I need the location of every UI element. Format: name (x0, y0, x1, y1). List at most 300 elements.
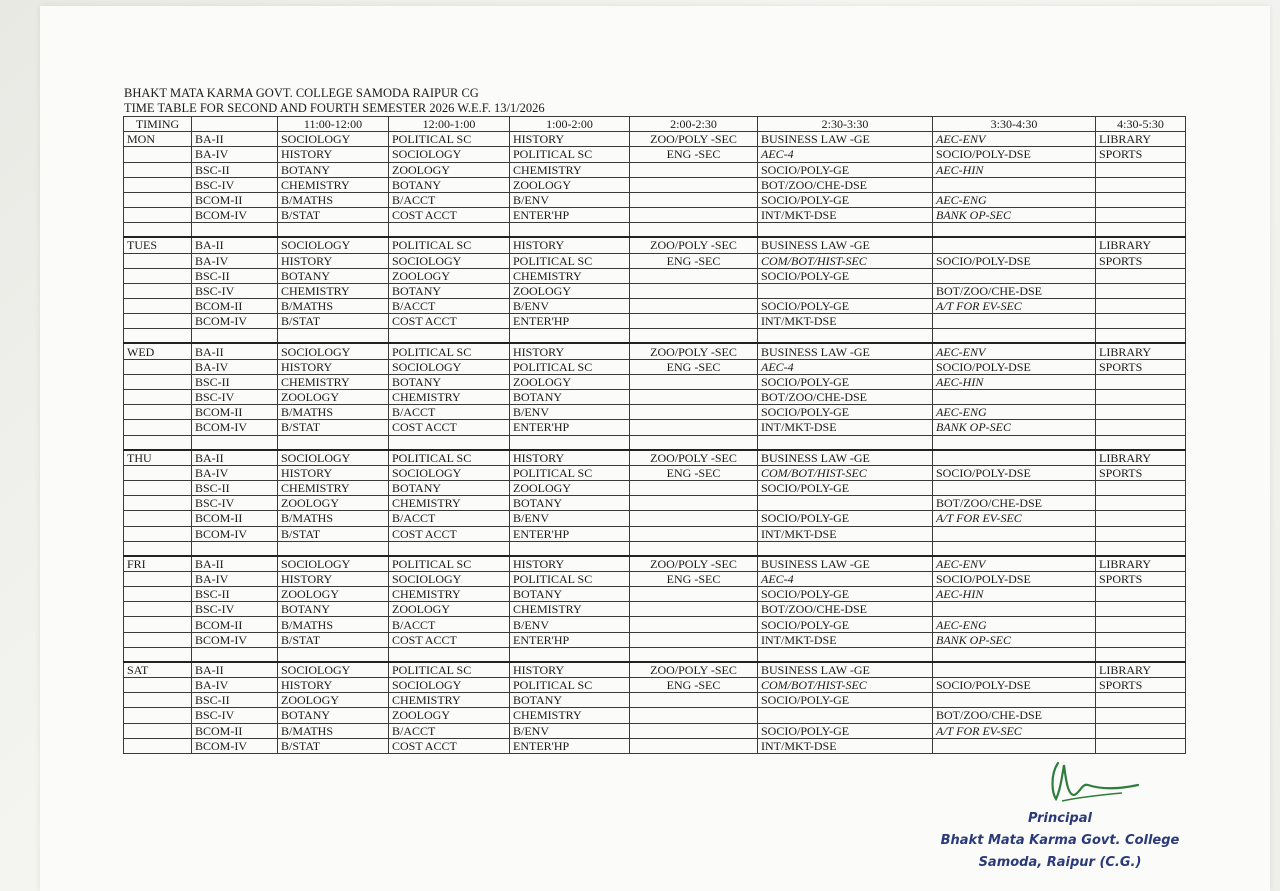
subject-cell: B/STAT (278, 420, 389, 435)
day-cell: TUES (124, 237, 192, 253)
header-cell: 3:30-4:30 (933, 117, 1096, 132)
subject-cell: BOTANY (389, 374, 510, 389)
subject-cell: BOTANY (278, 708, 389, 723)
subject-cell (933, 693, 1096, 708)
empty-cell (1096, 223, 1186, 238)
table-row (124, 617, 1186, 632)
day-cell (124, 390, 192, 405)
class-cell: BSC-IV (192, 390, 278, 405)
subject-cell: BUSINESS LAW -GE (758, 450, 933, 466)
subject-cell: ENTER'HP (510, 632, 630, 647)
subject-cell: SOCIO/POLY-DSE (933, 359, 1096, 374)
subject-cell: CHEMISTRY (278, 283, 389, 298)
subject-cell: POLITICAL SC (510, 571, 630, 586)
subject-cell: POLITICAL SC (510, 253, 630, 268)
subject-cell: BOT/ZOO/CHE-DSE (933, 283, 1096, 298)
subject-cell (758, 708, 933, 723)
stamp-title: Principal (1028, 811, 1092, 826)
subject-cell: LIBRARY (1096, 662, 1186, 678)
subject-cell: INT/MKT-DSE (758, 420, 933, 435)
document-header (124, 86, 545, 116)
subject-cell: BANK OP-SEC (933, 420, 1096, 435)
subject-cell: ENG -SEC (630, 465, 758, 480)
empty-cell (758, 329, 933, 344)
subject-cell: ENG -SEC (630, 571, 758, 586)
empty-cell (278, 223, 389, 238)
subject-cell: ZOO/POLY -SEC (630, 556, 758, 572)
subject-cell (1096, 496, 1186, 511)
subject-cell (933, 480, 1096, 495)
subject-cell: A/T FOR EV-SEC (933, 511, 1096, 526)
subject-cell: ENTER'HP (510, 738, 630, 753)
subject-cell: AEC-4 (758, 147, 933, 162)
subject-cell: SOCIO/POLY-GE (758, 480, 933, 495)
subject-cell (630, 420, 758, 435)
subject-cell (1096, 268, 1186, 283)
day-cell (124, 314, 192, 329)
header-row (124, 117, 1186, 132)
subject-cell: B/ACCT (389, 723, 510, 738)
empty-cell (278, 329, 389, 344)
subject-cell: CHEMISTRY (389, 390, 510, 405)
day-cell (124, 723, 192, 738)
table-row (124, 177, 1186, 192)
subject-cell: A/T FOR EV-SEC (933, 299, 1096, 314)
day-cell: FRI (124, 556, 192, 572)
subject-cell: SOCIO/POLY-DSE (933, 571, 1096, 586)
table-row (124, 314, 1186, 329)
subject-cell (1096, 723, 1186, 738)
principal-stamp (930, 808, 1190, 874)
subject-cell: ZOOLOGY (510, 283, 630, 298)
subject-cell: B/MATHS (278, 192, 389, 207)
table-row (124, 662, 1186, 678)
subject-cell: B/ENV (510, 405, 630, 420)
class-cell: BA-II (192, 556, 278, 572)
class-cell: BCOM-IV (192, 632, 278, 647)
day-cell (124, 526, 192, 541)
subject-cell: POLITICAL SC (510, 678, 630, 693)
subject-cell: ENTER'HP (510, 314, 630, 329)
subject-cell: SOCIOLOGY (389, 253, 510, 268)
empty-cell (933, 541, 1096, 556)
subject-cell: COST ACCT (389, 738, 510, 753)
subject-cell: POLITICAL SC (389, 237, 510, 253)
subject-cell: HISTORY (278, 359, 389, 374)
subject-cell (630, 496, 758, 511)
table-row (124, 708, 1186, 723)
subject-cell (630, 511, 758, 526)
subject-cell: HISTORY (278, 678, 389, 693)
subject-cell: HISTORY (510, 556, 630, 572)
subject-cell: BUSINESS LAW -GE (758, 556, 933, 572)
table-row (124, 602, 1186, 617)
subject-cell: SOCIO/POLY-DSE (933, 147, 1096, 162)
subject-cell: ZOOLOGY (389, 268, 510, 283)
empty-cell (278, 647, 389, 662)
subject-cell: SOCIO/POLY-DSE (933, 253, 1096, 268)
subject-cell: BOTANY (278, 268, 389, 283)
subject-cell (1096, 708, 1186, 723)
subject-cell: B/MATHS (278, 511, 389, 526)
subject-cell: SOCIOLOGY (389, 465, 510, 480)
subject-cell: HISTORY (510, 662, 630, 678)
subject-cell: INT/MKT-DSE (758, 526, 933, 541)
empty-cell (758, 541, 933, 556)
empty-cell (630, 647, 758, 662)
header-cell: 4:30-5:30 (1096, 117, 1186, 132)
table-row (124, 511, 1186, 526)
subject-cell: ZOOLOGY (510, 374, 630, 389)
subject-cell (630, 723, 758, 738)
subject-cell (933, 662, 1096, 678)
subject-cell (630, 177, 758, 192)
subject-cell: SOCIOLOGY (389, 678, 510, 693)
empty-cell (933, 435, 1096, 450)
empty-cell (1096, 435, 1186, 450)
subject-cell: ENG -SEC (630, 147, 758, 162)
table-row (124, 571, 1186, 586)
empty-cell (1096, 329, 1186, 344)
header-cell: 2:00-2:30 (630, 117, 758, 132)
empty-cell (758, 647, 933, 662)
class-cell: BCOM-IV (192, 526, 278, 541)
subject-cell (1096, 314, 1186, 329)
subject-cell: COM/BOT/HIST-SEC (758, 678, 933, 693)
table-row (124, 390, 1186, 405)
empty-cell (510, 647, 630, 662)
timetable-body (124, 132, 1186, 754)
class-cell: BCOM-IV (192, 314, 278, 329)
day-cell (124, 678, 192, 693)
day-cell (124, 177, 192, 192)
empty-cell (1096, 541, 1186, 556)
empty-cell (124, 541, 192, 556)
empty-cell (192, 647, 278, 662)
subject-cell: BOT/ZOO/CHE-DSE (933, 496, 1096, 511)
table-row (124, 465, 1186, 480)
subject-cell (630, 268, 758, 283)
subject-cell: HISTORY (278, 571, 389, 586)
subject-cell (1096, 162, 1186, 177)
day-cell (124, 602, 192, 617)
table-row (124, 359, 1186, 374)
subject-cell: A/T FOR EV-SEC (933, 723, 1096, 738)
subject-cell: AEC-HIN (933, 374, 1096, 389)
empty-cell (1096, 647, 1186, 662)
spacer-row (124, 223, 1186, 238)
subject-cell (1096, 511, 1186, 526)
empty-cell (389, 647, 510, 662)
subject-cell: B/ENV (510, 511, 630, 526)
empty-cell (389, 541, 510, 556)
class-cell: BSC-II (192, 480, 278, 495)
subject-cell: LIBRARY (1096, 132, 1186, 147)
timetable (123, 116, 1186, 754)
class-cell: BCOM-II (192, 511, 278, 526)
subject-cell: AEC-HIN (933, 162, 1096, 177)
subject-cell: POLITICAL SC (389, 132, 510, 147)
subject-cell (933, 314, 1096, 329)
day-cell (124, 253, 192, 268)
subject-cell: AEC-ENG (933, 617, 1096, 632)
table-row (124, 374, 1186, 389)
subject-cell: SOCIO/POLY-GE (758, 723, 933, 738)
table-row (124, 283, 1186, 298)
subject-cell: B/STAT (278, 526, 389, 541)
day-cell (124, 587, 192, 602)
subject-cell (630, 162, 758, 177)
subject-cell (1096, 374, 1186, 389)
subject-cell: AEC-4 (758, 571, 933, 586)
subject-cell: B/STAT (278, 208, 389, 223)
class-cell: BCOM-II (192, 405, 278, 420)
day-cell (124, 208, 192, 223)
subject-cell: SOCIOLOGY (278, 556, 389, 572)
subject-cell (1096, 632, 1186, 647)
subject-cell: SOCIO/POLY-GE (758, 405, 933, 420)
day-cell (124, 268, 192, 283)
class-cell: BSC-II (192, 162, 278, 177)
subject-cell: B/ENV (510, 192, 630, 207)
subject-cell: ZOOLOGY (510, 480, 630, 495)
class-cell: BA-IV (192, 571, 278, 586)
subject-cell: POLITICAL SC (510, 359, 630, 374)
empty-cell (192, 223, 278, 238)
subject-cell: COM/BOT/HIST-SEC (758, 253, 933, 268)
empty-cell (389, 435, 510, 450)
table-row (124, 132, 1186, 147)
subject-cell: SOCIO/POLY-GE (758, 693, 933, 708)
subject-cell: ENG -SEC (630, 253, 758, 268)
class-cell: BA-II (192, 450, 278, 466)
subject-cell: B/MATHS (278, 617, 389, 632)
subject-cell: SOCIO/POLY-GE (758, 511, 933, 526)
subject-cell: ZOOLOGY (389, 708, 510, 723)
empty-cell (510, 541, 630, 556)
subject-cell: BANK OP-SEC (933, 208, 1096, 223)
subject-cell: AEC-ENV (933, 343, 1096, 359)
subject-cell: SOCIO/POLY-GE (758, 268, 933, 283)
subject-cell: AEC-ENG (933, 192, 1096, 207)
subject-cell: BOTANY (389, 283, 510, 298)
subject-cell: B/ACCT (389, 405, 510, 420)
subject-cell: B/ACCT (389, 511, 510, 526)
class-cell: BSC-II (192, 268, 278, 283)
day-cell (124, 632, 192, 647)
header-cell: TIMING (124, 117, 192, 132)
day-cell: WED (124, 343, 192, 359)
table-row (124, 693, 1186, 708)
subject-cell: ZOOLOGY (510, 177, 630, 192)
class-cell: BA-IV (192, 359, 278, 374)
subject-cell: COST ACCT (389, 526, 510, 541)
day-cell (124, 359, 192, 374)
subject-cell: BOTANY (510, 693, 630, 708)
subject-cell: SOCIOLOGY (278, 343, 389, 359)
subject-cell: COST ACCT (389, 632, 510, 647)
table-row (124, 480, 1186, 495)
subject-cell: B/ENV (510, 723, 630, 738)
day-cell (124, 738, 192, 753)
subject-cell (1096, 192, 1186, 207)
subject-cell: ZOOLOGY (389, 602, 510, 617)
empty-cell (758, 223, 933, 238)
subject-cell: LIBRARY (1096, 343, 1186, 359)
header-cell: 12:00-1:00 (389, 117, 510, 132)
subject-cell: CHEMISTRY (510, 268, 630, 283)
stamp-place: Samoda, Raipur (C.G.) (978, 855, 1142, 870)
class-cell: BSC-II (192, 374, 278, 389)
subject-cell (630, 299, 758, 314)
subject-cell (933, 177, 1096, 192)
subject-cell: HISTORY (510, 237, 630, 253)
empty-cell (510, 223, 630, 238)
subject-cell: POLITICAL SC (510, 465, 630, 480)
subject-cell: SOCIO/POLY-DSE (933, 465, 1096, 480)
table-row (124, 678, 1186, 693)
subject-cell (1096, 208, 1186, 223)
subject-cell: BOTANY (278, 602, 389, 617)
subject-cell: CHEMISTRY (510, 708, 630, 723)
subject-cell: POLITICAL SC (389, 556, 510, 572)
class-cell: BSC-II (192, 587, 278, 602)
table-row (124, 237, 1186, 253)
spacer-row (124, 541, 1186, 556)
subject-cell (1096, 617, 1186, 632)
class-cell: BCOM-II (192, 299, 278, 314)
empty-cell (192, 329, 278, 344)
day-cell (124, 283, 192, 298)
class-cell: BA-II (192, 237, 278, 253)
subject-cell: HISTORY (278, 253, 389, 268)
stamp-college: Bhakt Mata Karma Govt. College (940, 833, 1180, 848)
subject-cell: CHEMISTRY (389, 496, 510, 511)
subject-cell (630, 314, 758, 329)
subject-cell: SOCIO/POLY-GE (758, 587, 933, 602)
day-cell (124, 465, 192, 480)
subject-cell (933, 526, 1096, 541)
class-cell: BA-IV (192, 465, 278, 480)
subject-cell: AEC-4 (758, 359, 933, 374)
empty-cell (124, 223, 192, 238)
subject-cell: SOCIO/POLY-DSE (933, 678, 1096, 693)
subject-cell: CHEMISTRY (389, 693, 510, 708)
subject-cell (630, 390, 758, 405)
subject-cell (630, 708, 758, 723)
subject-cell: AEC-ENV (933, 132, 1096, 147)
subject-cell: COM/BOT/HIST-SEC (758, 465, 933, 480)
subject-cell: SOCIOLOGY (389, 571, 510, 586)
empty-cell (124, 329, 192, 344)
subject-cell: BUSINESS LAW -GE (758, 343, 933, 359)
subject-cell: COST ACCT (389, 208, 510, 223)
subject-cell: ZOO/POLY -SEC (630, 132, 758, 147)
subject-cell: SPORTS (1096, 465, 1186, 480)
subject-cell: BUSINESS LAW -GE (758, 132, 933, 147)
day-cell (124, 420, 192, 435)
subject-cell: CHEMISTRY (389, 587, 510, 602)
subject-cell: ZOOLOGY (278, 587, 389, 602)
subject-cell: B/STAT (278, 632, 389, 647)
table-row (124, 208, 1186, 223)
table-row (124, 526, 1186, 541)
subject-cell: ENG -SEC (630, 359, 758, 374)
class-cell: BA-IV (192, 253, 278, 268)
table-row (124, 556, 1186, 572)
table-row (124, 268, 1186, 283)
subject-cell: LIBRARY (1096, 556, 1186, 572)
subject-cell: BOTANY (510, 587, 630, 602)
empty-cell (389, 329, 510, 344)
day-cell (124, 571, 192, 586)
subject-cell: BUSINESS LAW -GE (758, 662, 933, 678)
subject-cell (1096, 602, 1186, 617)
table-row (124, 723, 1186, 738)
class-cell: BSC-IV (192, 283, 278, 298)
subject-cell (630, 617, 758, 632)
empty-cell (933, 329, 1096, 344)
empty-cell (278, 435, 389, 450)
empty-cell (630, 223, 758, 238)
subject-cell: SOCIO/POLY-GE (758, 617, 933, 632)
subject-cell: HISTORY (278, 465, 389, 480)
subject-cell: POLITICAL SC (510, 147, 630, 162)
class-cell: BSC-IV (192, 708, 278, 723)
subject-cell (1096, 390, 1186, 405)
empty-cell (278, 541, 389, 556)
subject-cell: ZOO/POLY -SEC (630, 450, 758, 466)
subject-cell: SOCIOLOGY (278, 132, 389, 147)
class-cell: BSC-IV (192, 177, 278, 192)
class-cell: BCOM-IV (192, 420, 278, 435)
class-cell: BA-IV (192, 147, 278, 162)
subject-cell (630, 192, 758, 207)
day-cell (124, 617, 192, 632)
subject-cell: SOCIO/POLY-GE (758, 192, 933, 207)
class-cell: BCOM-IV (192, 208, 278, 223)
subject-cell: ZOOLOGY (278, 390, 389, 405)
subject-cell: B/ACCT (389, 299, 510, 314)
subject-cell: B/ACCT (389, 192, 510, 207)
subject-cell: ZOO/POLY -SEC (630, 343, 758, 359)
subject-cell (1096, 177, 1186, 192)
subject-cell (758, 283, 933, 298)
day-cell (124, 708, 192, 723)
table-row (124, 420, 1186, 435)
empty-cell (630, 541, 758, 556)
subject-cell: SOCIO/POLY-GE (758, 299, 933, 314)
subject-cell: ZOOLOGY (389, 162, 510, 177)
day-cell (124, 511, 192, 526)
subject-cell: BOTANY (510, 496, 630, 511)
table-row (124, 405, 1186, 420)
subject-cell: HISTORY (278, 147, 389, 162)
timetable-title: TIME TABLE FOR SECOND AND FOURTH SEMESTER 2026 W.E.F. 13/1/2026 (124, 101, 545, 115)
subject-cell (1096, 587, 1186, 602)
subject-cell: BANK OP-SEC (933, 632, 1096, 647)
day-cell (124, 405, 192, 420)
table-row (124, 450, 1186, 466)
subject-cell (933, 450, 1096, 466)
subject-cell: POLITICAL SC (389, 662, 510, 678)
subject-cell: ZOO/POLY -SEC (630, 662, 758, 678)
day-cell (124, 693, 192, 708)
empty-cell (933, 223, 1096, 238)
empty-cell (933, 647, 1096, 662)
subject-cell (933, 237, 1096, 253)
subject-cell: SOCIOLOGY (389, 359, 510, 374)
